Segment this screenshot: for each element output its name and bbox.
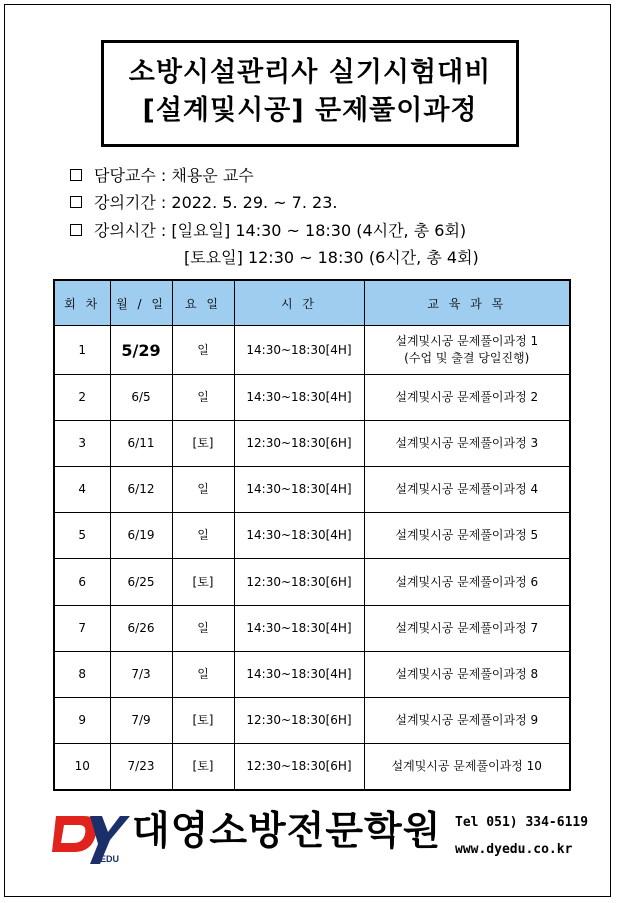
dy-edu-logo (50, 808, 130, 864)
title-line-1: 소방시설관리사 실기시험대비 (128, 57, 492, 88)
table-row (54, 743, 570, 790)
cell-date: 5/29 (110, 326, 172, 375)
logo-d-shape (52, 816, 97, 852)
table-row (54, 605, 570, 651)
table-header-row (54, 280, 570, 326)
checkbox-bullet-icon (70, 169, 82, 181)
cell-session: 6 (54, 559, 110, 605)
cell-time: 12:30~18:30[6H] (234, 559, 364, 605)
cell-session: 9 (54, 697, 110, 743)
cell-date: 6/25 (110, 559, 172, 605)
info-value: 2022. 5. 29. ~ 7. 23. (171, 193, 338, 212)
header-subject: 교 육 과 목 (364, 280, 570, 326)
cell-day: [토] (172, 421, 234, 467)
info-value: 채용운 교수 (171, 166, 254, 185)
cell-date: 7/23 (110, 743, 172, 790)
cell-subject: 설계및시공 문제풀이과정 9 (364, 697, 570, 743)
table-row (54, 375, 570, 421)
checkbox-bullet-icon (70, 196, 82, 208)
info-label: 강의시간 (94, 221, 156, 240)
cell-day: 일 (172, 326, 234, 375)
contact-website: www.dyedu.co.kr (455, 842, 573, 857)
contact-tel: Tel 051) 334-6119 (455, 815, 589, 830)
cell-day: [토] (172, 559, 234, 605)
header-day: 요 일 (172, 280, 234, 326)
cell-subject: 설계및시공 문제풀이과정 5 (364, 513, 570, 559)
cell-subject: 설계및시공 문제풀이과정 10 (364, 743, 570, 790)
cell-time: 12:30~18:30[6H] (234, 421, 364, 467)
cell-day: 일 (172, 513, 234, 559)
cell-time: 14:30~18:30[4H] (234, 651, 364, 697)
info-label: 담당교수 (94, 166, 156, 185)
cell-subject: 설계및시공 문제풀이과정 2 (364, 375, 570, 421)
cell-subject: 설계및시공 문제풀이과정 3 (364, 421, 570, 467)
cell-date: 6/11 (110, 421, 172, 467)
cell-date: 7/9 (110, 697, 172, 743)
cell-session: 7 (54, 605, 110, 651)
info-hours-saturday: [토요일] 12:30 ~ 18:30 (6시간, 총 4회) (184, 248, 479, 267)
info-label: 강의기간 (94, 193, 156, 212)
table-row (54, 559, 570, 605)
info-professor: 담당교수 : 채용운 교수 (70, 165, 254, 187)
cell-day: 일 (172, 605, 234, 651)
table-row (54, 513, 570, 559)
cell-day: 일 (172, 375, 234, 421)
cell-session: 10 (54, 743, 110, 790)
cell-session: 3 (54, 421, 110, 467)
cell-time: 12:30~18:30[6H] (234, 743, 364, 790)
info-value: [일요일] 14:30 ~ 18:30 (4시간, 총 6회) (171, 221, 467, 240)
schedule-table (53, 279, 571, 791)
cell-subject: 설계및시공 문제풀이과정 8 (364, 651, 570, 697)
cell-session: 8 (54, 651, 110, 697)
info-hours: 강의시간 : [일요일] 14:30 ~ 18:30 (4시간, 총 6회) (70, 220, 466, 242)
cell-subject (364, 326, 570, 375)
cell-date: 6/19 (110, 513, 172, 559)
table-row (54, 697, 570, 743)
info-period: 강의기간 : 2022. 5. 29. ~ 7. 23. (70, 192, 337, 214)
header-time: 시 간 (234, 280, 364, 326)
cell-session: 4 (54, 467, 110, 513)
cell-subject: 설계및시공 문제풀이과정 7 (364, 605, 570, 651)
title-line-2: [설계및시공] 문제풀이과정 (142, 95, 478, 126)
cell-subject: 설계및시공 문제풀이과정 4 (364, 467, 570, 513)
cell-time: 14:30~18:30[4H] (234, 467, 364, 513)
cell-session: 1 (54, 326, 110, 375)
cell-subject: 설계및시공 문제풀이과정 6 (364, 559, 570, 605)
cell-time: 14:30~18:30[4H] (234, 375, 364, 421)
cell-date: 6/26 (110, 605, 172, 651)
table-row (54, 651, 570, 697)
cell-date: 7/3 (110, 651, 172, 697)
header-date: 월 / 일 (110, 280, 172, 326)
academy-name: 대영소방전문학원 (132, 809, 442, 854)
cell-time: 14:30~18:30[4H] (234, 605, 364, 651)
cell-time: 12:30~18:30[6H] (234, 697, 364, 743)
cell-day: 일 (172, 651, 234, 697)
cell-day: 일 (172, 467, 234, 513)
table-row (54, 467, 570, 513)
subject-note: (수업 및 출결 당일진행) (404, 351, 530, 366)
cell-time: 14:30~18:30[4H] (234, 513, 364, 559)
subject-text: 설계및시공 문제풀이과정 1 (395, 334, 539, 349)
cell-day: [토] (172, 697, 234, 743)
cell-session: 2 (54, 375, 110, 421)
logo-edu-text: EDU (100, 854, 120, 864)
cell-day: [토] (172, 743, 234, 790)
cell-date: 6/5 (110, 375, 172, 421)
cell-date: 6/12 (110, 467, 172, 513)
table-row (54, 421, 570, 467)
header-session: 회 차 (54, 280, 110, 326)
checkbox-bullet-icon (70, 224, 82, 236)
cell-time: 14:30~18:30[4H] (234, 326, 364, 375)
cell-session: 5 (54, 513, 110, 559)
table-row (54, 326, 570, 375)
title-box (101, 40, 519, 147)
